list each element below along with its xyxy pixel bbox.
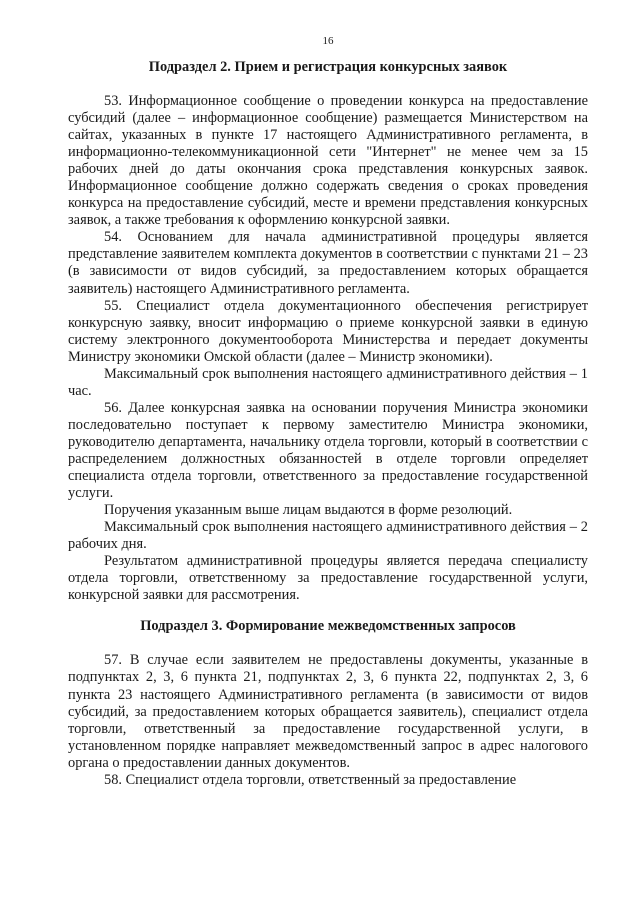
subsection-body [68,652,588,788]
paragraph-resolutions: Поручения указанным выше лицам выдаются в форме резолюций. [104,502,513,519]
subsection-heading: Подраздел 3. Формирование межведомственных запросов [140,618,516,635]
subsection-2 [68,59,588,604]
paragraph-58: 58. Специалист отдела торговли, ответственный за предоставление [104,771,517,788]
subsection-body [68,93,588,604]
paragraph-result: Результатом административной процедуры является передача специалисту отдела торговли, ответственному за предоставление государственной услуги, конкурсной заявки для рассмотрения. [68,553,588,604]
paragraph-max-time-2: Максимальный срок выполнения настоящего административного действия – 2 рабочих дня. [68,519,588,553]
paragraph-53: 53. Информационное сообщение о проведении конкурса на предоставление субсидий (далее – информационное сообщение) размещается Министерством на сайтах, указанных в пункте 17 настоящего Административного регламента, в информационно-телекоммуникационной сети "Интернет" не менее чем за 15 рабочих дней до даты окончания срока представления конкурсных заявок. Информационное сообщение должно содержать сведения о сроках проведения конкурса на предоставление субсидий, месте и времени представления конкурсных заявок, а также требования к оформлению конкурсной заявки. [68,93,588,229]
page-number: 16 [322,35,334,47]
document-page [68,34,588,789]
paragraph-max-time-1: Максимальный срок выполнения настоящего административного действия – 1 час. [68,365,588,399]
subsection-heading: Подраздел 2. Прием и регистрация конкурсных заявок [148,59,508,75]
paragraph-54: 54. Основанием для начала административной процедуры является представление заявителем комплекта документов в соответствии с пунктами 21 – 23 (в зависимости от видов субсидий, за предоставлением которых обращается заявитель) настоящего Административного регламента. [68,229,588,297]
paragraph-55: 55. Специалист отдела документационного обеспечения регистрирует конкурсную заявку, вносит информацию о приеме конкурсной заявки в единую систему электронного документооборота Министерства и передает документы Министру экономики Омской области (далее – Министр экономики). [68,297,588,365]
paragraph-56: 56. Далее конкурсная заявка на основании поручения Министра экономики последовательно поступает к первому заместителю Министра экономики, руководителю департамента, начальнику отдела торговли, который в соответствии с распределением должностных обязанностей в отделе торговли определяет специалиста отдела торговли, ответственного за предоставление государственной услуги. [68,399,588,502]
subsection-3 [68,618,588,788]
paragraph-57: 57. В случае если заявителем не предоставлены документы, указанные в подпунктах 2, 3, 6 пункта 21, подпунктах 2, 3, 6 пункта 22, подпунктах 2, 3, 6 пункта 23 настоящего Административного регламента (в зависимости от видов субсидий, за предоставлением которых обращается заявитель), специалист отдела торговли, ответственный за предоставление государственной услуги, в установленном порядке направляет межведомственный запрос в адрес налогового органа о предоставлении данных документов. [68,652,588,771]
